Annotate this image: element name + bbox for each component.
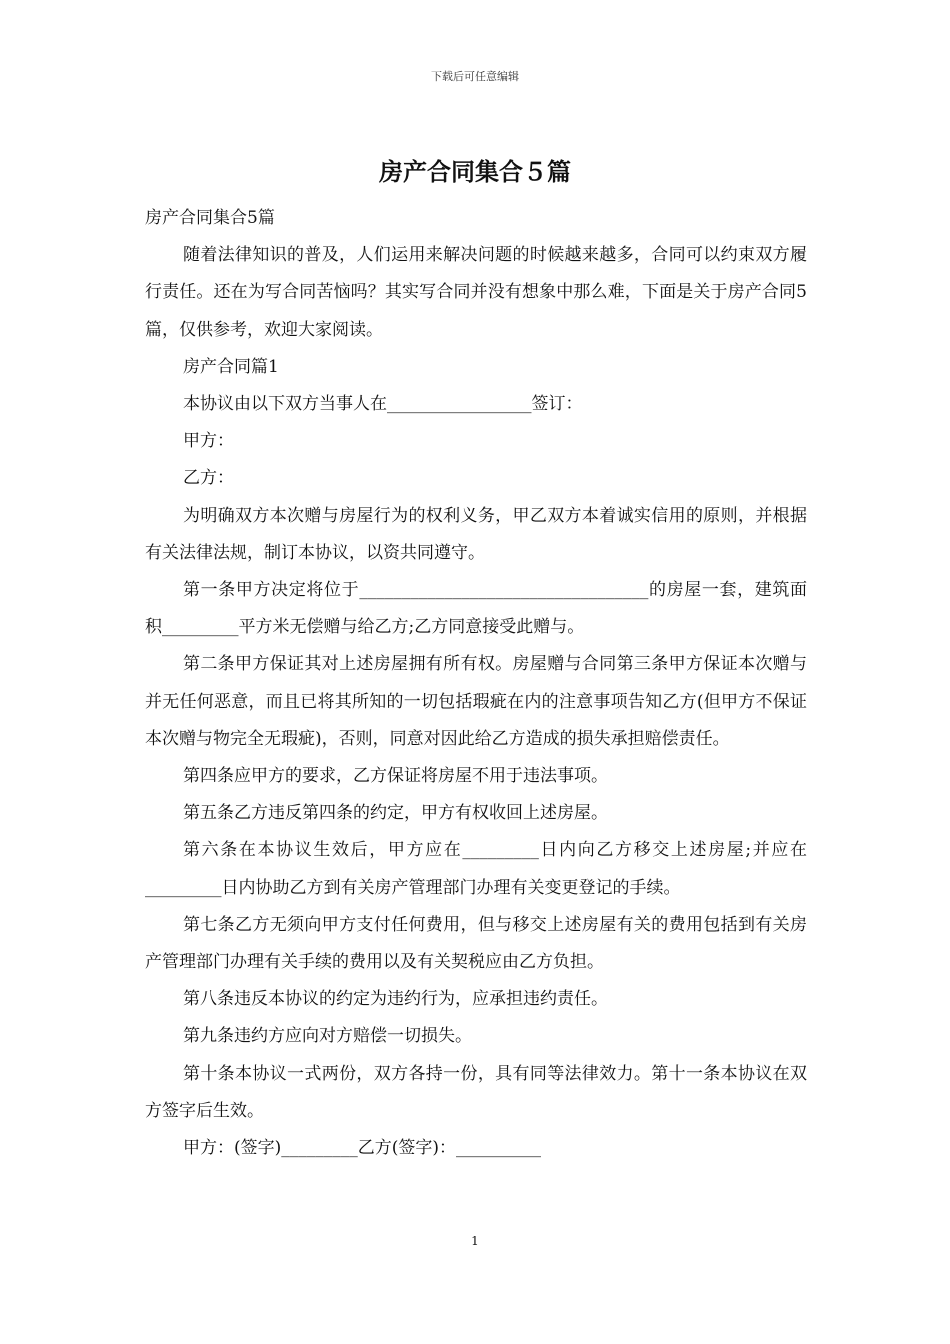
paragraph: 第八条违反本协议的约定为违约行为，应承担违约责任。 bbox=[183, 989, 608, 1010]
page-number: 1 bbox=[471, 1234, 479, 1248]
paragraph: 本协议由以下双方当事人在_________________签订： bbox=[183, 394, 583, 415]
paragraph: 第六条在本协议生效后，甲方应在_________日内向乙方移交上述房屋;并应在_________日内协助乙方到有关房产管理部门办理有关变更登记的手续。 bbox=[145, 840, 807, 898]
paragraph: 第一条甲方决定将位于__________________________________的房屋一套，建筑面积_________平方米无偿赠与给乙方;乙方同意接受此赠与。 bbox=[145, 580, 807, 638]
paragraph: 第七条乙方无须向甲方支付任何费用，但与移交上述房屋有关的费用包括到有关房产管理部门办理有关手续的费用以及有关契税应由乙方负担。 bbox=[145, 914, 807, 973]
paragraph: 房产合同篇1 bbox=[183, 356, 279, 377]
paragraph: 第十条本协议一式两份，双方各持一份，具有同等法律效力。第十一条本协议在双方签字后生效。 bbox=[145, 1063, 807, 1121]
paragraph: 第四条应甲方的要求，乙方保证将房屋不用于违法事项。 bbox=[183, 766, 608, 787]
paragraph: 第二条甲方保证其对上述房屋拥有所有权。房屋赠与合同第三条甲方保证本次赠与并无任何恶意，而且已将其所知的一切包括瑕疵在内的注意事项告知乙方(但甲方不保证本次赠与物完全无瑕疵)，否则，同意对因此给乙方造成的损失承担赔偿责任。 bbox=[145, 654, 807, 749]
paragraph: 第五条乙方违反第四条的约定，甲方有权收回上述房屋。 bbox=[183, 803, 608, 824]
paragraph: 第九条违约方应向对方赔偿一切损失。 bbox=[183, 1026, 472, 1047]
paragraph: 随着法律知识的普及，人们运用来解决问题的时候越来越多，合同可以约束双方履行责任。还在为写合同苦恼吗？其实写合同并没有想象中那么难，下面是关于房产合同5篇，仅供参考，欢迎大家阅读。 bbox=[145, 245, 807, 340]
paragraph: 乙方： bbox=[183, 468, 234, 489]
document-body bbox=[145, 200, 807, 1167]
document-title: 房产合同集合５篇 bbox=[379, 158, 571, 186]
paragraph: 为明确双方本次赠与房屋行为的权利义务，甲乙双方本着诚实信用的原则，并根据有关法律法规，制订本协议，以资共同遵守。 bbox=[145, 505, 807, 563]
paragraph: 甲方： bbox=[183, 431, 234, 452]
paragraph: 房产合同集合5篇 bbox=[145, 208, 275, 228]
header-note: 下载后可任意编辑 bbox=[431, 70, 519, 83]
paragraph: 甲方：(签字)_________乙方(签字)：__________ bbox=[183, 1138, 542, 1159]
